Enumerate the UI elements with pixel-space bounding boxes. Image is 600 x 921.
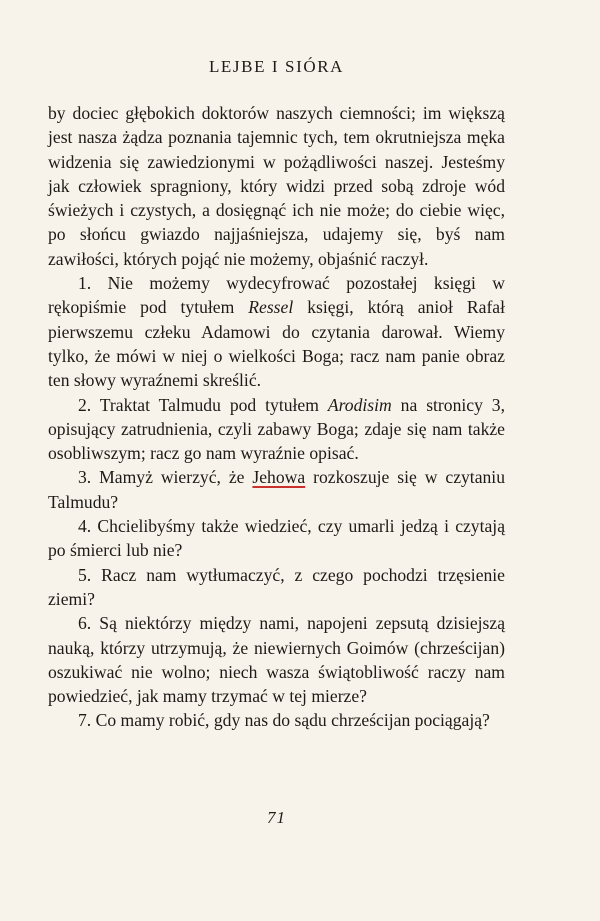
question-7: 7. Co mamy robić, gdy nas do sądu chrześcijan pociągają? — [78, 710, 490, 731]
question-4: 4. Chcielibyśmy także wiedzieć, czy umarli jedzą i czytają po śmierci lub nie? — [48, 516, 505, 561]
treatise-title-arodisim: Arodisim — [327, 394, 392, 415]
running-title: LEJBE I SIÓRA — [208, 57, 345, 76]
question-1-text-a: 1. Nie możemy wydecyfrować pozostałej księgi w rękopiśmie pod tytułem — [48, 273, 505, 318]
page-number: 71 — [267, 808, 286, 827]
question-3-text-b: rozkoszuje się w czytaniu Talmudu? — [48, 467, 505, 512]
book-title-ressel: Ressel — [248, 297, 294, 318]
question-2-text-b: na stronicy 3, opisujący zatrudnienia, czyli zabawy Boga; zdaje się nam także osobliwszym; racz go nam wyraźnie opisać. — [48, 394, 505, 464]
paragraph-continuation: by dociec głębokich doktorów naszych ciemności; im większą jest nasza żądza poznania tajemnic tych, tem okrutniejsza męka widzenia się zawiedzionymi w pożądliwości naszej. Jesteśmy jak człowiek spragniony, który widzi przed sobą zdroje wód świeżych i czystych, a dosięgnąć ich nie może; do ciebie więc, po słońcu gwiazdo najjaśniejsza, udajemy się, byś nam zawiłości, których pojąć nie możemy, objaśnić raczył. — [48, 103, 505, 269]
body-text — [48, 101, 505, 733]
question-5: 5. Racz nam wytłumaczyć, z czego pochodzi trzęsienie ziemi? — [48, 564, 505, 609]
question-2 — [48, 393, 505, 466]
question-1-text-b: księgi, którą anioł Rafał pierwszemu człeku Adamowi do czytania darował. Wiemy tylko, że mówi w niej o wielkości Boga; racz nam panie obraz ten słowy wyraźnemi skreślić. — [48, 297, 505, 391]
question-1 — [48, 271, 505, 392]
question-2-text-a: 2. Traktat Talmudu pod tytułem — [78, 394, 328, 415]
question-6: 6. Są niektórzy między nami, napojeni zepsutą dzisiejszą nauką, którzy utrzymują, że niewiernych Goimów (chrześcijan) oszukiwać nie wolno; niech wasza świątobliwość raczy nam powiedzieć, jak mamy trzymać w tej mierze? — [48, 613, 505, 707]
question-3 — [48, 465, 505, 514]
underlined-word-jehowa: Jehowa — [252, 467, 306, 488]
book-page — [48, 0, 505, 921]
question-3-text-a: 3. Mamyż wierzyć, że — [78, 467, 253, 488]
